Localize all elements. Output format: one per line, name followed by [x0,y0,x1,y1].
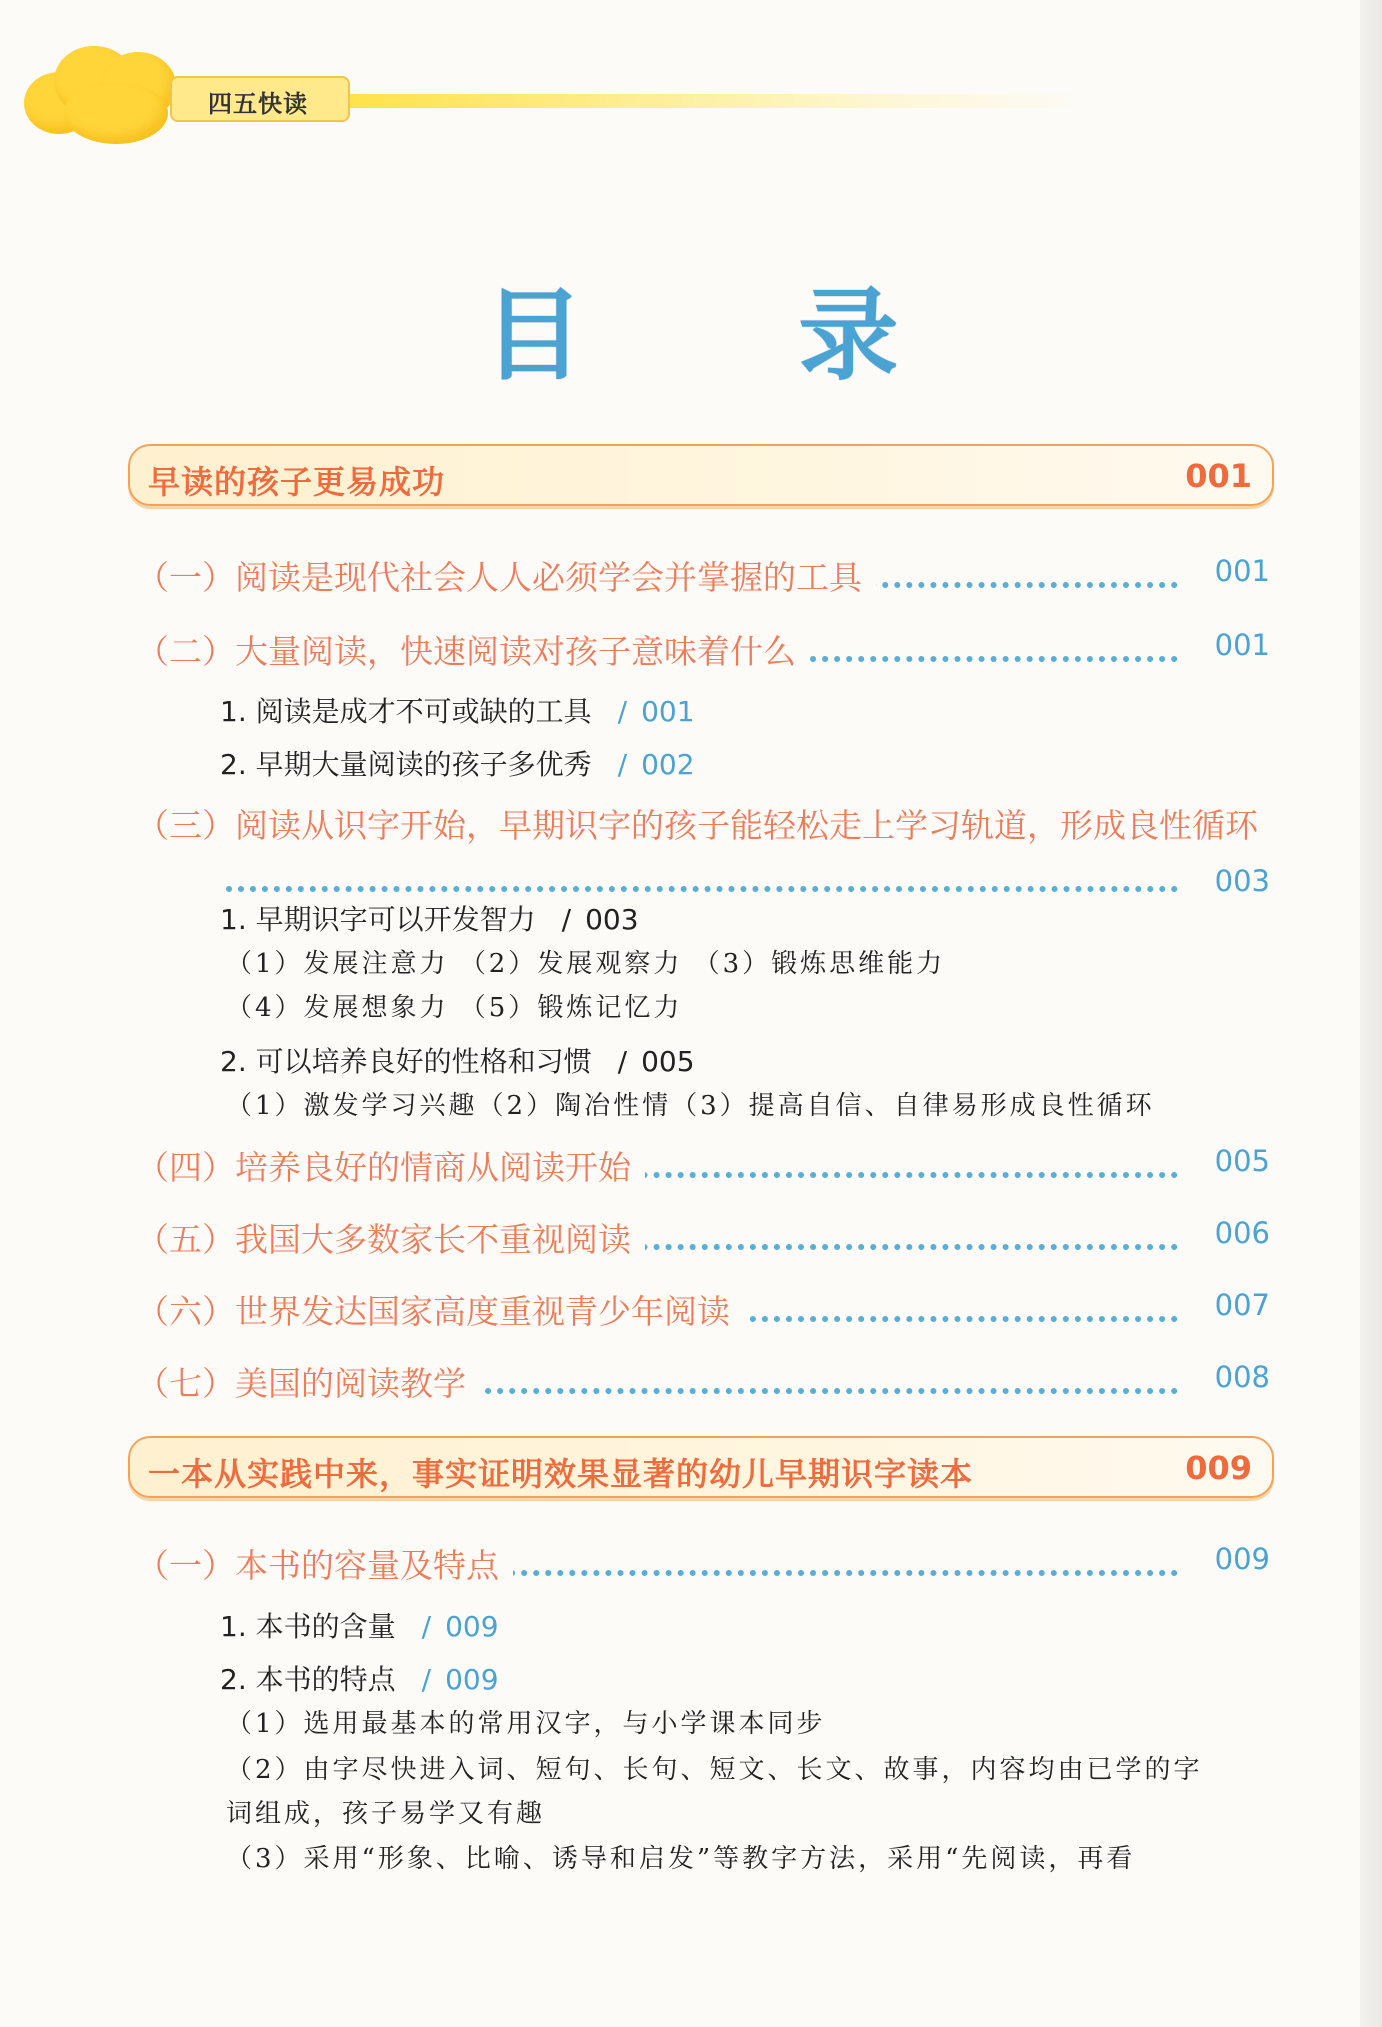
subentry-label: 2. 本书的特点 [220,1663,396,1696]
subentry-note: （2）由字尽快进入词、短句、长句、短文、长文、故事，内容均由已学的字 [226,1755,1203,1785]
subentry-page: 009 [445,1663,499,1696]
header-stripe [350,94,1090,108]
entry-page: 009 [1214,1542,1270,1576]
toc-subentry[interactable] [220,1040,695,1080]
subentry-label: 1. 早期识字可以开发智力 [220,903,536,936]
separator: / [617,695,628,728]
entry-page: 001 [1214,628,1270,662]
toc-subentry[interactable] [220,1605,499,1645]
toc-entry[interactable] [136,1214,1270,1258]
toc-subentry[interactable] [220,690,695,730]
subentry-page: 001 [641,695,695,728]
cloud-icon [24,42,184,148]
section-title: 早读的孩子更易成功 [148,463,446,501]
entry-page: 003 [1214,864,1270,898]
dot-leader [226,886,1178,892]
entry-page: 005 [1214,1144,1270,1178]
entry-label: （五）我国大多数家长不重视阅读 [136,1214,645,1261]
subentry-label: 2. 可以培养良好的性格和习惯 [220,1045,592,1078]
subentry-label: 1. 本书的含量 [220,1610,396,1643]
separator: / [617,748,628,781]
entry-label: （二）大量阅读，快速阅读对孩子意味着什么 [136,626,810,673]
entry-page: 006 [1214,1216,1270,1250]
entry-label: （六）世界发达国家高度重视青少年阅读 [136,1286,744,1333]
header-title: 四五快读 [208,90,308,118]
toc-entry[interactable] [136,552,1270,596]
toc-entry[interactable] [136,1358,1270,1402]
subentry-note: 词组成，孩子易学又有趣 [226,1799,546,1829]
toc-subentry[interactable] [220,743,695,783]
subentry-page: 005 [641,1045,695,1078]
section-title: 一本从实践中来，事实证明效果显著的幼儿早期识字读本 [148,1455,974,1493]
subentry-label: 1. 阅读是成才不可或缺的工具 [220,695,592,728]
page-title: 目 录 [483,277,989,394]
separator: / [421,1610,432,1643]
section-banner[interactable] [128,1436,1274,1498]
section-banner[interactable] [128,444,1274,506]
subentry-note: （1）激发学习兴趣（2）陶冶性情（3）提高自信、自律易形成良性循环 [226,1091,1155,1121]
entry-label: （一）本书的容量及特点 [136,1540,513,1587]
subentry-note: （3）采用“形象、比喻、诱导和启发”等教字方法，采用“先阅读，再看 [226,1844,1136,1874]
subentry-note: （1）选用最基本的常用汉字，与小学课本同步 [226,1709,826,1739]
subentry-page: 002 [641,748,695,781]
toc-entry[interactable] [136,1286,1270,1330]
toc-subentry[interactable] [220,1658,499,1698]
entry-page: 008 [1214,1360,1270,1394]
toc-entry[interactable] [136,1142,1270,1186]
subentry-page: 003 [585,903,639,936]
toc-entry[interactable] [136,1540,1270,1584]
subentry-note: （1）发展注意力 （2）发展观察力 （3）锻炼思维能力 [226,949,946,979]
section-page: 009 [1185,1449,1252,1487]
entry-page: 001 [1214,554,1270,588]
section-page: 001 [1185,457,1252,495]
toc-subentry[interactable] [220,898,639,938]
entry-label: （四）培养良好的情商从阅读开始 [136,1142,645,1189]
subentry-note: （4）发展想象力 （5）锻炼记忆力 [226,993,683,1023]
entry-label: （七）美国的阅读教学 [136,1358,480,1405]
entry-page: 007 [1214,1288,1270,1322]
separator: / [421,1663,432,1696]
separator: / [617,1045,628,1078]
toc-entry[interactable] [136,626,1270,670]
subentry-page: 009 [445,1610,499,1643]
toc-entry-long[interactable]: （三）阅读从识字开始，早期识字的孩子能轻松走上学习轨道，形成良性循环 [136,806,1258,845]
subentry-label: 2. 早期大量阅读的孩子多优秀 [220,748,592,781]
entry-label: （一）阅读是现代社会人人必须学会并掌握的工具 [136,552,876,599]
separator: / [561,903,572,936]
